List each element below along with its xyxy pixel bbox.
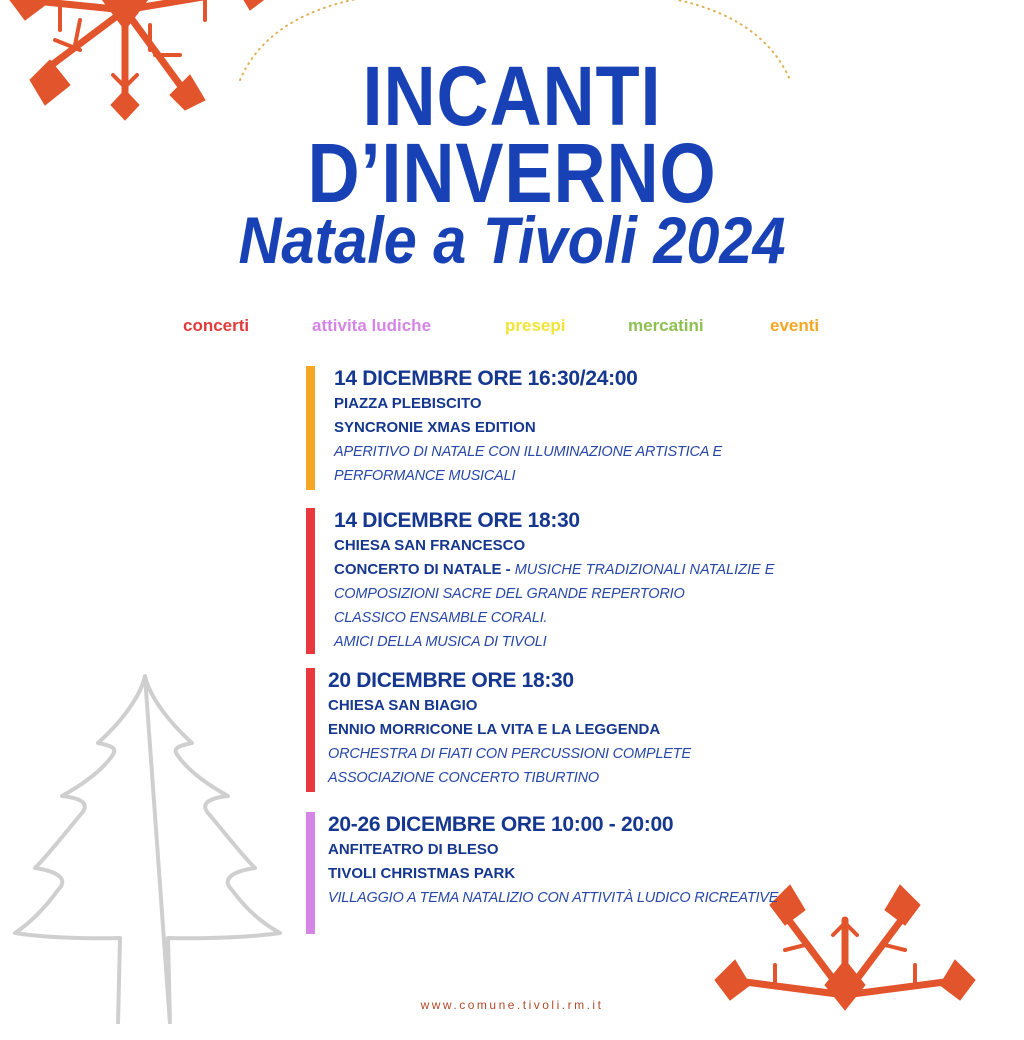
event-title: TIVOLI CHRISTMAS PARK [328, 865, 516, 882]
event-item [306, 508, 846, 654]
event-title: SYNCRONIE XMAS EDITION [334, 419, 536, 436]
event-item [306, 812, 846, 934]
event-color-bar [306, 812, 315, 934]
category-mercatini: mercatini [628, 316, 704, 335]
event-item [306, 668, 846, 792]
event-description-line: PERFORMANCE MUSICALI [334, 468, 516, 484]
event-description-line: ASSOCIAZIONE CONCERTO TIBURTINO [328, 770, 599, 786]
event-description-line: CLASSICO ENSAMBLE CORALI. [334, 610, 548, 626]
event-color-bar [306, 508, 315, 654]
event-title: ENNIO MORRICONE LA VITA E LA LEGGENDA [328, 721, 661, 738]
title-line-1: INCANTI [362, 49, 662, 143]
category-concerti: concerti [183, 316, 250, 335]
event-color-bar [306, 366, 315, 490]
event-description-line: ORCHESTRA DI FIATI CON PERCUSSIONI COMPLETE [328, 746, 691, 762]
christmas-tree-outline-icon [0, 668, 300, 1024]
category-eventi: eventi [770, 316, 820, 335]
event-place: CHIESA SAN BIAGIO [328, 697, 478, 714]
event-description-line: AMICI DELLA MUSICA DI TIVOLI [334, 634, 547, 650]
event-description-inline: MUSICHE TRADIZIONALI NATALIZIE E [510, 562, 775, 578]
event-place: ANFITEATRO DI BLESO [328, 841, 499, 858]
footer-website-url: www.comune.tivoli.rm.it [420, 998, 604, 1012]
title-line-2: D’INVERNO [307, 126, 717, 220]
event-description-line: COMPOSIZIONI SACRE DEL GRANDE REPERTORIO [334, 586, 685, 602]
event-date: 14 DICEMBRE ORE 16:30/24:00 [334, 367, 638, 390]
event-place: PIAZZA PLEBISCITO [334, 395, 482, 412]
event-item [306, 366, 846, 490]
event-date: 20-26 DICEMBRE ORE 10:00 - 20:00 [328, 813, 674, 836]
event-date: 20 DICEMBRE ORE 18:30 [328, 669, 574, 692]
subtitle: Natale a Tivoli 2024 [238, 203, 786, 277]
event-title-row [334, 558, 846, 582]
event-place: CHIESA SAN FRANCESCO [334, 537, 526, 554]
event-date: 14 DICEMBRE ORE 18:30 [334, 509, 580, 532]
event-description-line: VILLAGGIO A TEMA NATALIZIO CON ATTIVITÀ LUDICO RICREATIVE [328, 890, 779, 906]
category-legend [0, 316, 1024, 340]
event-title: CONCERTO DI NATALE - [334, 561, 511, 578]
category-attivita-ludiche: attivita ludiche [312, 316, 432, 335]
event-description-line: APERITIVO DI NATALE CON ILLUMINAZIONE ARTISTICA E [334, 444, 722, 460]
event-color-bar [306, 668, 315, 792]
category-presepi: presepi [505, 316, 566, 335]
